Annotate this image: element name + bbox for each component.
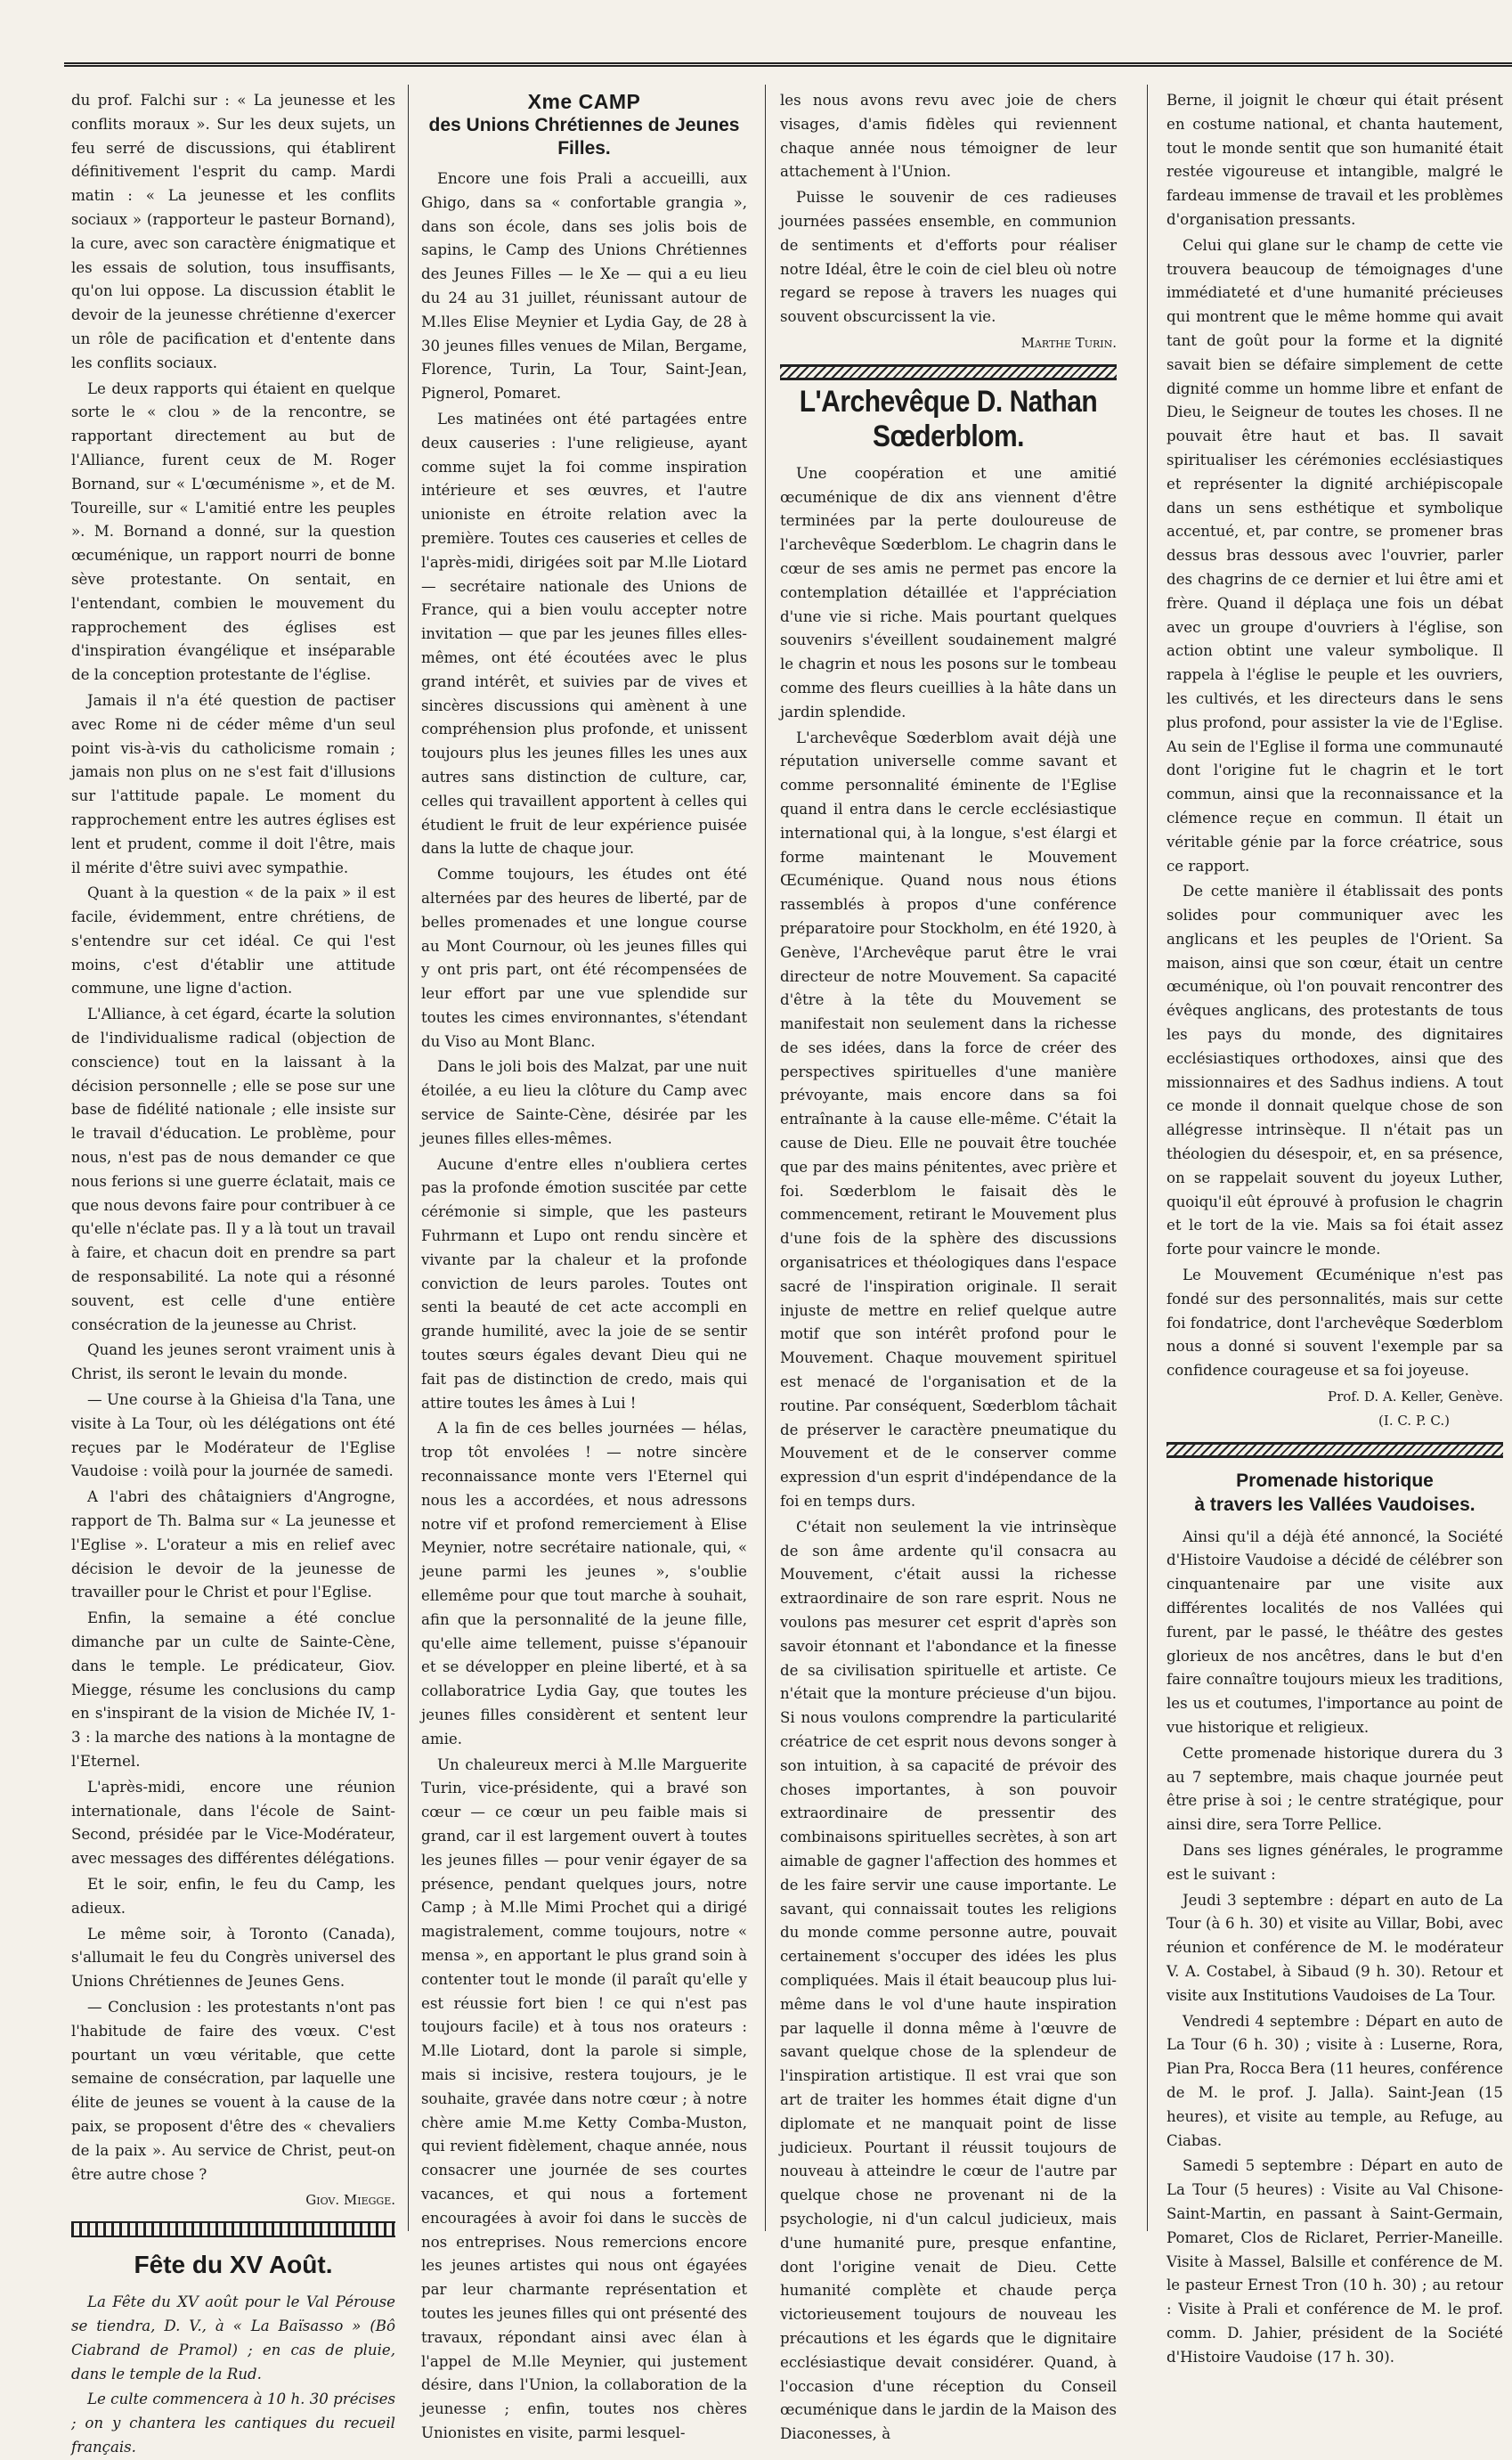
paragraph: Celui qui glane sur le champ de cette vie trouvera beaucoup de témoignages d'une immédiateté et d'une humanité précieuses qui montrent que le même homme qui avait tant de goût pour la forme et la dignité savait bien se défaire simplement de cette dignité comme un homme libre et enfant de Dieu, le Seigneur de toutes les choses. Il ne pouvait être haut et bas. Il savait spiritualiser les cérémonies ecclésiastiques et représenter la dignité archiépiscopale dans un sens esthétique et symbolique accentué, et, par contre, se promener bras dessus bras dessous avec l'ouvrier, parler des chagrins de ce dernier et lui être ami et frère. Quand il déplaça une fois un débat avec un groupe d'ouvriers à l'église, son action obtint une valeur symbolique. Il rappela à l'église le peuple et les ouvriers, les cultivés, et les directeurs dans le sens plus profond, pour assister la vie de l'Eglise. Au sein de l'Eglise il forma une communauté dont l'origine fut le chagrin et le tort commun, ainsi que la reconnaissance et la clémence reçue en commun. Il était un véritable génie par la force créatrice, sous ce rapport. [1167,236,1503,875]
paragraph: Le culte commencera à 10 h. 30 précises ; on y chantera les cantiques du recueil français. [71,2391,395,2456]
paragraph: Et le soir, enfin, le feu du Camp, les adieux. [71,1875,395,1917]
top-rule [64,62,1512,67]
paragraph: les nous avons revu avec joie de chers visages, d'amis fidèles qui reviennent chaque année nous témoigner de leur attachement à l'Union. [780,92,1117,181]
paragraph: — Conclusion : les protestants n'ont pas l'habitude de faire des vœux. C'est pourtant un vœu véritable, que cette semaine de consécration, par laquelle une élite de jeunes se vouent à la cause de la paix, se proposent d'être des « chevaliers de la paix ». Au service de Christ, peut-on être autre chose ? [71,1998,395,2183]
paragraph: La Fête du XV août pour le Val Pérouse se tiendra, D. V., à « La Baïsasso » (Bô Ciabrand de Pramol) ; en cas de pluie, dans le temple de la Rud. [71,2293,395,2383]
article-subtitle: des Unions Chrétiennes de Jeunes Filles. [428,115,740,159]
paragraph: du prof. Falchi sur : « La jeunesse et les conflits moraux ». Sur les deux sujets, un feu serré de discussions, qui établirent définitivement l'esprit du camp. Mardi matin : « La jeunesse et les conflits sociaux » (rapporteur le pasteur Bornand), la cure, avec son caractère énigmatique et les essais de solution, tous insuffisants, qu'on lui oppose. La discussion établit le devoir de la jeunesse chrétienne d'exercer un rôle de pacification et d'entente dans les conflits sociaux. [71,92,395,371]
ornament-divider [71,2221,395,2237]
article-title: Xme CAMP [527,90,641,113]
paragraph: C'était non seulement la vie intrinsèque de son âme ardente qu'il consacra au Mouvement, c'était aussi la richesse extraordinaire de son rare esprit. Nous ne voulons pas mesurer cet esprit d'après son savoir étonnant et l'abondance et la finesse de sa civilisation spirituelle et artiste. Ce n'était que la monture précieuse d'un bijou. Si nous voulons comprendre la particularité créatrice de cet esprit nous devons songer à son intuition, à sa capacité de prévoir des choses importantes, à son pouvoir extraordinaire de pressentir des combinaisons spirituelles secrètes, à son art aimable de gagner l'affection des hommes et de les faire servir une cause importante. Le savant, qui connaissait toutes les religions du monde comme personne autre, pouvait certainement s'occuper des idées les plus compliquées. Mais il était beaucoup plus lui-même dans le vol d'une haute inspiration par laquelle il donna même à l'œuvre de savant quelque chose de la splendeur de l'inspiration artistique. Il est vrai que son art de traiter les hommes était digne d'un diplomate et ne manquait point de lisse judicieux. Pourtant il réussit toujours de nouveau à atteindre le cœur de l'autre par quelque chose ne provenant ni de la psychologie, ni d'un calcul judicieux, mais d'une humanité pure, presque enfantine, dont l'origine venait de Dieu. Cette humanité complète et chaude perça victorieusement toujours de nouveau les précautions et les égards que le dignitaire ecclésiastique devait considérer. Quand, à l'occasion d'une réception du Conseil œcuménique dans le jardin de la Maison des Diaconesses, à [780,1518,1117,2443]
paragraph: Berne, il joignit le chœur qui était présent en costume national, et chanta hautement, tout le monde sentit que son humanité était restée vigoureuse et intangible, malgré le fardeau immense de travail et les problèmes d'organisation pressants. [1167,92,1503,228]
paragraph: Encore une fois Prali a accueilli, aux Ghigo, dans sa « confortable grangia », dans son école, dans ses jolis bois de sapins, le Camp des Unions Chrétiennes des Jeunes Filles — le Xe — qui a eu lieu du 24 au 31 juillet, réunissant autour de M.lles Elise Meynier et Lydia Gay, de 28 à 30 jeunes filles venues de Milan, Bergame, Florence, Turin, La Tour, Saint-Jean, Pignerol, Pomaret. [421,170,747,403]
paragraph: Le même soir, à Toronto (Canada), s'allumait le feu du Congrès universel des Unions Chrétiennes de Jeunes Gens. [71,1925,395,1991]
author-signature: Prof. D. A. Keller, Genève. [1328,1389,1503,1405]
paragraph: Un chaleureux merci à M.lle Marguerite Turin, vice-présidente, qui a bravé son cœur — ce cœur un peu faible mais si grand, car il est largement ouvert à toutes les jeunes filles — pour venir égayer de sa présence, pendant quelques jours, notre Camp ; à M.lle Mimi Prochet qui a dirigé magistralement, comme toujours, notre « mensa », en apportant le plus grand soin à contenter tout le monde (il paraît qu'elle y est réussie fort bien ! ce qui n'est pas toujours facile) et à tous nos orateurs : M.lle Liotard, dont la parole si simple, mais si incisive, restera toujours, je le souhaite, gravée dans notre cœur ; à notre chère amie M.me Ketty Comba-Muston, qui revient fidèlement, chaque année, nous consacrer une journée de ses courtes vacances, et qui nous a fortement encouragées à avoir foi dans le succès de nos entreprises. Nous remercions encore les jeunes artistes qui nous ont égayées par leur charmante représentation et toutes les jeunes filles qui ont présenté des travaux, répondant ainsi avec élan à l'appel de M.lle Meynier, qui justement désire, dans l'Union, la collaboration de la jeunesse ; enfin, toutes nos chères Unionistes en visite, parmi lesquel- [421,1755,747,2441]
paragraph: Le Mouvement Œcuménique n'est pas fondé sur des personnalités, mais sur cette foi fondatrice, dont l'archevêque Sœderblom nous a donné si souvent l'exemple par sa confidence courageuse et sa foi joyeuse. [1167,1267,1503,1380]
paragraph: L'archevêque Sœderblom avait déjà une réputation universelle comme savant et comme personnalité éminente de l'Eglise quand il entra dans le cercle ecclésiastique international qui, à la longue, s'est élargi et forme maintenant le Mouvement Œcuménique. Quand nous nous étions rassemblés à propos d'une conférence préparatoire pour Stockholm, en été 1920, à Genève, l'Archevêque parut être le vrai directeur de notre Mouvement. Sa capacité d'être à la tête du Mouvement se manifestait non seulement dans la richesse de ses idées, dans la force de créer des perspectives spirituelles d'une manière prévoyante, mais encore dans sa foi entraînante à la cause elle-même. C'était la cause de Dieu. Elle ne pouvait être touchée que par des mains pénitentes, avec prière et foi. Sœderblom le faisait dès le commencement, retirant le Mouvement plus d'une fois de la sphère des discussions organisatrices et théologiques dans l'espace sacré de l'inspiration originale. Il serait injuste de mettre en relief quelque autre motif que son intérêt profond pour le Mouvement. Chaque mouvement spirituel est menacé de l'organisation et de la routine. Par conséquent, Sœderblom tâchait de préserver le caractère pneumatique du Mouvement et de le conserver comme expression d'un esprit d'indépendance de la foi en temps durs. [780,729,1117,1511]
paragraph: Puisse le souvenir de ces radieuses journées passées ensemble, en communion de sentiments et d'efforts pour réaliser notre Idéal, être le coin de ciel bleu où notre regard se repose à travers les nuages qui souvent obscurcissent la vie. [780,189,1117,326]
paragraph: Quant à la question « de la paix » il est facile, évidemment, entre chrétiens, de s'entendre sur cet idéal. Ce qui l'est moins, c'est d'établir une attitude commune, une ligne d'action. [71,884,395,998]
paragraph: L'après-midi, encore une réunion internationale, dans l'école de Saint-Second, présidée par le Vice-Modérateur, avec messages des différentes délégations. [71,1778,395,1868]
ornament-divider [1167,1442,1503,1458]
column-3 [780,89,1117,2443]
paragraph: De cette manière il établissait des ponts solides pour communiquer avec les anglicans et les peuples de l'Orient. Sa maison, ainsi que son cœur, était un centre œcuménique, où l'on pouvait rencontrer des évêques anglicans, des protestants de tous les pays du monde, des dignitaires ecclésiastiques orthodoxes, ainsi que des missionnaires et des Sadhus indiens. A tout ce monde il donnait quelque chose de son allégresse intrinsèque. Il n'était pas un théologien du désespoir, et, en sa présence, on se rappelait souvent du joyeux Luther, quoiqu'il eût éprouvé à profusion le chagrin et le tort de la vie. Mais sa foi était assez forte pour vaincre le monde. [1167,883,1503,1259]
paragraph: Les matinées ont été partagées entre deux causeries : l'une religieuse, ayant comme sujet la foi comme inspiration intérieure et ses œuvres, et l'autre unioniste en étroite relation avec la première. Toutes ces causeries et celles de l'après-midi, dirigées soit par M.lle Liotard — secrétaire nationale des Unions de France, qui a bien voulu accepter notre invitation — que par les jeunes filles elles-mêmes, ont été écoutées avec le plus grand intérêt, et suivies par de vives et sincères discussions qui amènent à une compréhension plus profonde, et unissent toujours plus les jeunes filles les unes aux autres sans distinction de culture, car, celles qui travaillent apportent à celles qui étudient le fruit de leur expérience puisée dans la lutte de chaque jour. [421,410,747,858]
paragraph: Aucune d'entre elles n'oubliera certes pas la profonde émotion suscitée par cette cérémonie si simple, que les pasteurs Fuhrmann et Lupo ont rendu sincère et vivante par la chaleur et la profonde conviction de leurs paroles. Toutes ont senti la beauté de cet acte accompli en grande humilité, avec la joie de se sentir toutes sœurs égales devant Dieu qui ne fait pas de distinction de credo, mais qui attire toutes les âmes à Lui ! [421,1155,747,1412]
paragraph: Vendredi 4 septembre : Départ en auto de La Tour (6 h. 30) ; visite à : Luserne, Rora, Pian Pra, Rocca Bera (11 heures, conférence de M. le prof. J. Jalla). Saint-Jean (15 heures), et visite au temple, au Refuge, au Ciabas. [1167,2012,1503,2149]
column-1 [71,89,395,2456]
article-title: L'Archevêque D. Nathan Sœderblom. [799,384,1098,453]
paragraph: Cette promenade historique durera du 3 au 7 septembre, mais chaque journée peut être prise à soi ; le centre stratégique, pour ainsi dire, sera Torre Pellice. [1167,1744,1503,1834]
column-2 [421,89,747,2441]
paragraph: — Une course à la Ghieisa d'la Tana, une visite à La Tour, où les délégations ont été reçues par le Modérateur de l'Eglise Vaudoise : voilà pour la journée de samedi. [71,1391,395,1480]
author-signature: Marthe Turin. [1020,334,1117,351]
paragraph: Le deux rapports qui étaient en quelque sorte le « clou » de la rencontre, se rapportant directement au but de l'Alliance, furent ceux de M. Roger Bornand, sur « L'œcuménisme », et de M. Toureille, sur « L'amitié entre les peuples ». M. Bornand a donné, sur la question œcuménique, un rapport nourri de bonne sève protestante. On sentait, en l'entendant, combien le mouvement du rapprochement des églises est d'inspiration évangélique et inséparable de la conception protestante de l'église. [71,379,395,684]
paragraph: Ainsi qu'il a déjà été annoncé, la Société d'Histoire Vaudoise a décidé de célébrer son cinquantenaire par une visite aux différentes localités de nos Vallées qui furent, par le passé, le théâtre des gestes glorieux de nos ancêtres, dans le but d'en faire connaître toujours mieux les traditions, les us et coutumes, l'importance au point de vue historique et religieux. [1167,1527,1503,1736]
paragraph: Samedi 5 septembre : Départ en auto de La Tour (5 heures) : Visite au Val Chisone-Saint-Martin, en passant à Saint-Germain, Pomaret, Clos de Riclaret, Perrier-Maneille. Visite à Massel, Balsille et conférence de M. le pasteur Ernest Tron (10 h. 30) ; au retour : Visite à Prali et conférence de M. le prof. comm. D. Jahier, président de la Société d'Histoire Vaudoise (17 h. 30). [1167,2157,1503,2366]
article-title: Promenade historique [1236,1470,1434,1491]
column-divider [1147,85,1148,2231]
paragraph: Dans ses lignes générales, le programme est le suivant : [1167,1841,1503,1883]
paragraph: Jamais il n'a été question de pactiser avec Rome ni de céder même d'un seul point vis-à-vis du catholicisme romain ; jamais non plus on ne s'est fait d'illusions sur l'attitude papale. Le moment du rapprochement entre les autres églises est lent et prudent, comme il doit l'être, mais il mérite d'être suivi avec sympathie. [71,691,395,876]
paragraph: Dans le joli bois des Malzat, par une nuit étoilée, a eu lieu la clôture du Camp avec service de Sainte-Cène, désirée par les jeunes filles elles-mêmes. [421,1058,747,1147]
column-divider [765,85,766,2231]
paragraph: A la fin de ces belles journées — hélas, trop tôt envolées ! — notre sincère reconnaissance monte vers l'Eternel qui nous les a accordées, et nous adressons notre vif et profond remerciement à Elise Meynier, notre secrétaire nationale, qui, « jeune parmi les jeunes », s'oublie ellemême pour que tout marche à souhait, afin que la personnalité de la jeune fille, qu'elle aime tellement, puisse s'épanouir et se développer en pleine liberté, et à sa collaboratrice Lydia Gay, que toutes les jeunes filles considèrent et sentent leur amie. [421,1420,747,1747]
paragraph: L'Alliance, à cet égard, écarte la solution de l'individualisme radical (objection de conscience) tout en la laissant à la décision personnelle ; elle se pose sur une base de fidélité nationale ; elle insiste sur le travail d'éducation. Le problème, pour nous, n'est pas de nous demander ce que nous ferions si une guerre éclatait, mais ce que nous devons faire pour contribuer à ce qu'elle n'éclate pas. Il y a là tout un travail à faire, et chacun doit en prendre sa part de responsabilité. La note qui a résonné souvent, est celle d'une entière consécration de la jeunesse au Christ. [71,1006,395,1333]
article-title: Fête du XV Août. [134,2251,333,2279]
paragraph: Une coopération et une amitié œcuménique de dix ans viennent d'être terminées par la perte douloureuse de l'archevêque Sœderblom. Le chagrin dans le cœur de ses amis ne permet pas encore la contemplation détaillée et l'appréciation d'une vie si riche. Mais pourtant quelques souvenirs s'éveillent soudainement malgré le chagrin et nous les posons sur le tombeau comme des fleurs cueillies à la hâte dans un jardin splendide. [780,464,1117,721]
paragraph: Jeudi 3 septembre : départ en auto de La Tour (à 6 h. 30) et visite au Villar, Bobi, avec réunion et conférence de M. le modérateur V. A. Costabel, à Sibaud (9 h. 30). Retour et visite aux Institutions Vaudoises de La Tour. [1167,1891,1503,2004]
article-subtitle: à travers les Vallées Vaudoises. [1194,1494,1475,1515]
column-divider [408,85,409,2231]
ornament-divider [780,364,1117,380]
paragraph: Enfin, la semaine a été conclue dimanche par un culte de Sainte-Cène, dans le temple. Le prédicateur, Giov. Miegge, résume les conclusions du camp en s'inspirant de la vision de Michée IV, 1-3 : la marche des nations à la montagne de l'Eternel. [71,1609,395,1770]
paragraph: Comme toujours, les études ont été alternées par des heures de liberté, par de belles promenades et une longue course au Mont Cournour, où les jeunes filles qui y ont pris part, ont été récompensées de leur effort par une vue splendide sur toutes les cimes environnantes, s'étendant du Viso au Mont Blanc. [421,866,747,1050]
author-affiliation: (I. C. P. C.) [1378,1412,1450,1429]
paragraph: Quand les jeunes seront vraiment unis à Christ, ils seront le levain du monde. [71,1341,395,1383]
paragraph: A l'abri des châtaigniers d'Angrogne, rapport de Th. Balma sur « La jeunesse et l'Eglise ». L'orateur a mis en relief avec décision le devoir de la jeunesse de travailler pour le Christ et pour l'Eglise. [71,1488,395,1601]
column-4 [1167,89,1503,2366]
author-signature: Giov. Miegge. [305,2192,395,2209]
